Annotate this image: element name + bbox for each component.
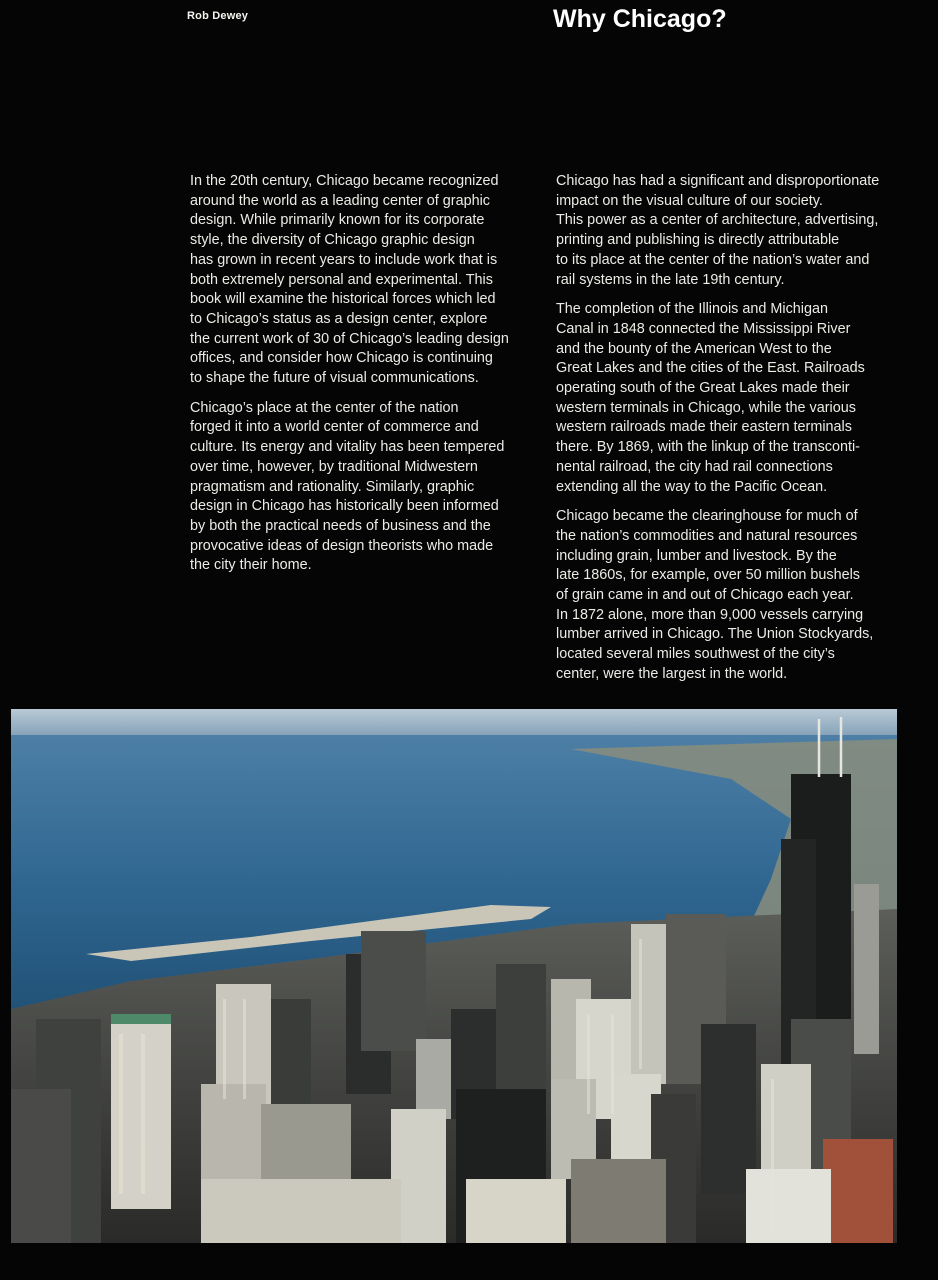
paragraph: Chicago became the clearinghouse for much of the nation’s commodities and natural resources including grain, lumber and livestock. By the late 1860s, for example, over 50 million bushels of grain came in and out of Chicago each year. In 1872 alone, more than 9,000 vessels carrying lumber arrived in Chicago. The Union Stockyards, located several miles southwest of the city’s center, were the largest in the world. bbox=[556, 508, 874, 682]
paragraph: In the 20th century, Chicago became recognized around the world as a leading center of graphic design. While primarily known for its corporate style, the diversity of Chicago graphic design has grown in recent years to include work that is both extremely personal and experimental. This book will examine the historical forces which led to Chicago’s status as a design center, explore the current work of 30 of Chicago’s leading design offices, and consider how Chicago is continuing to shape the future of visual communications. bbox=[190, 173, 509, 387]
paragraph: Chicago has had a significant and disproportionate impact on the visual culture of our society. This power as a center of architecture, advertising, printing and publishing is directly attributable to its place at the center of the nation’s water and rail systems in the late 19th century. bbox=[556, 173, 880, 288]
paragraph: Chicago’s place at the center of the nation forged it into a world center of commerce and culture. Its energy and vitality has been tempered over time, however, by traditional Midwestern pragmatism and rationality. Similarly, graphic design in Chicago has historically been informed by both the practical needs of business and the provocative ideas of design theorists who made the city their home. bbox=[190, 399, 505, 574]
sky bbox=[11, 709, 897, 739]
page-title: Why Chicago? bbox=[553, 5, 727, 33]
paragraph: The completion of the Illinois and Michigan Canal in 1848 connected the Mississippi River and the bounty of the American West to the Great Lakes and the cities of the East. Railroads operating south of the Great Lakes made their western terminals in Chicago, while the various western railroads made their eastern terminals there. By 1869, with the linkup of the transconti- nental railroad, the city had rail connections extending all the way to the Pacific Ocean. bbox=[556, 301, 865, 495]
chicago-skyline-aerial-photo bbox=[11, 709, 897, 1243]
skyline-illustration bbox=[11, 709, 897, 1243]
author-name: Rob Dewey bbox=[187, 10, 249, 22]
left-text-column bbox=[190, 172, 550, 586]
right-text-column bbox=[556, 172, 921, 695]
